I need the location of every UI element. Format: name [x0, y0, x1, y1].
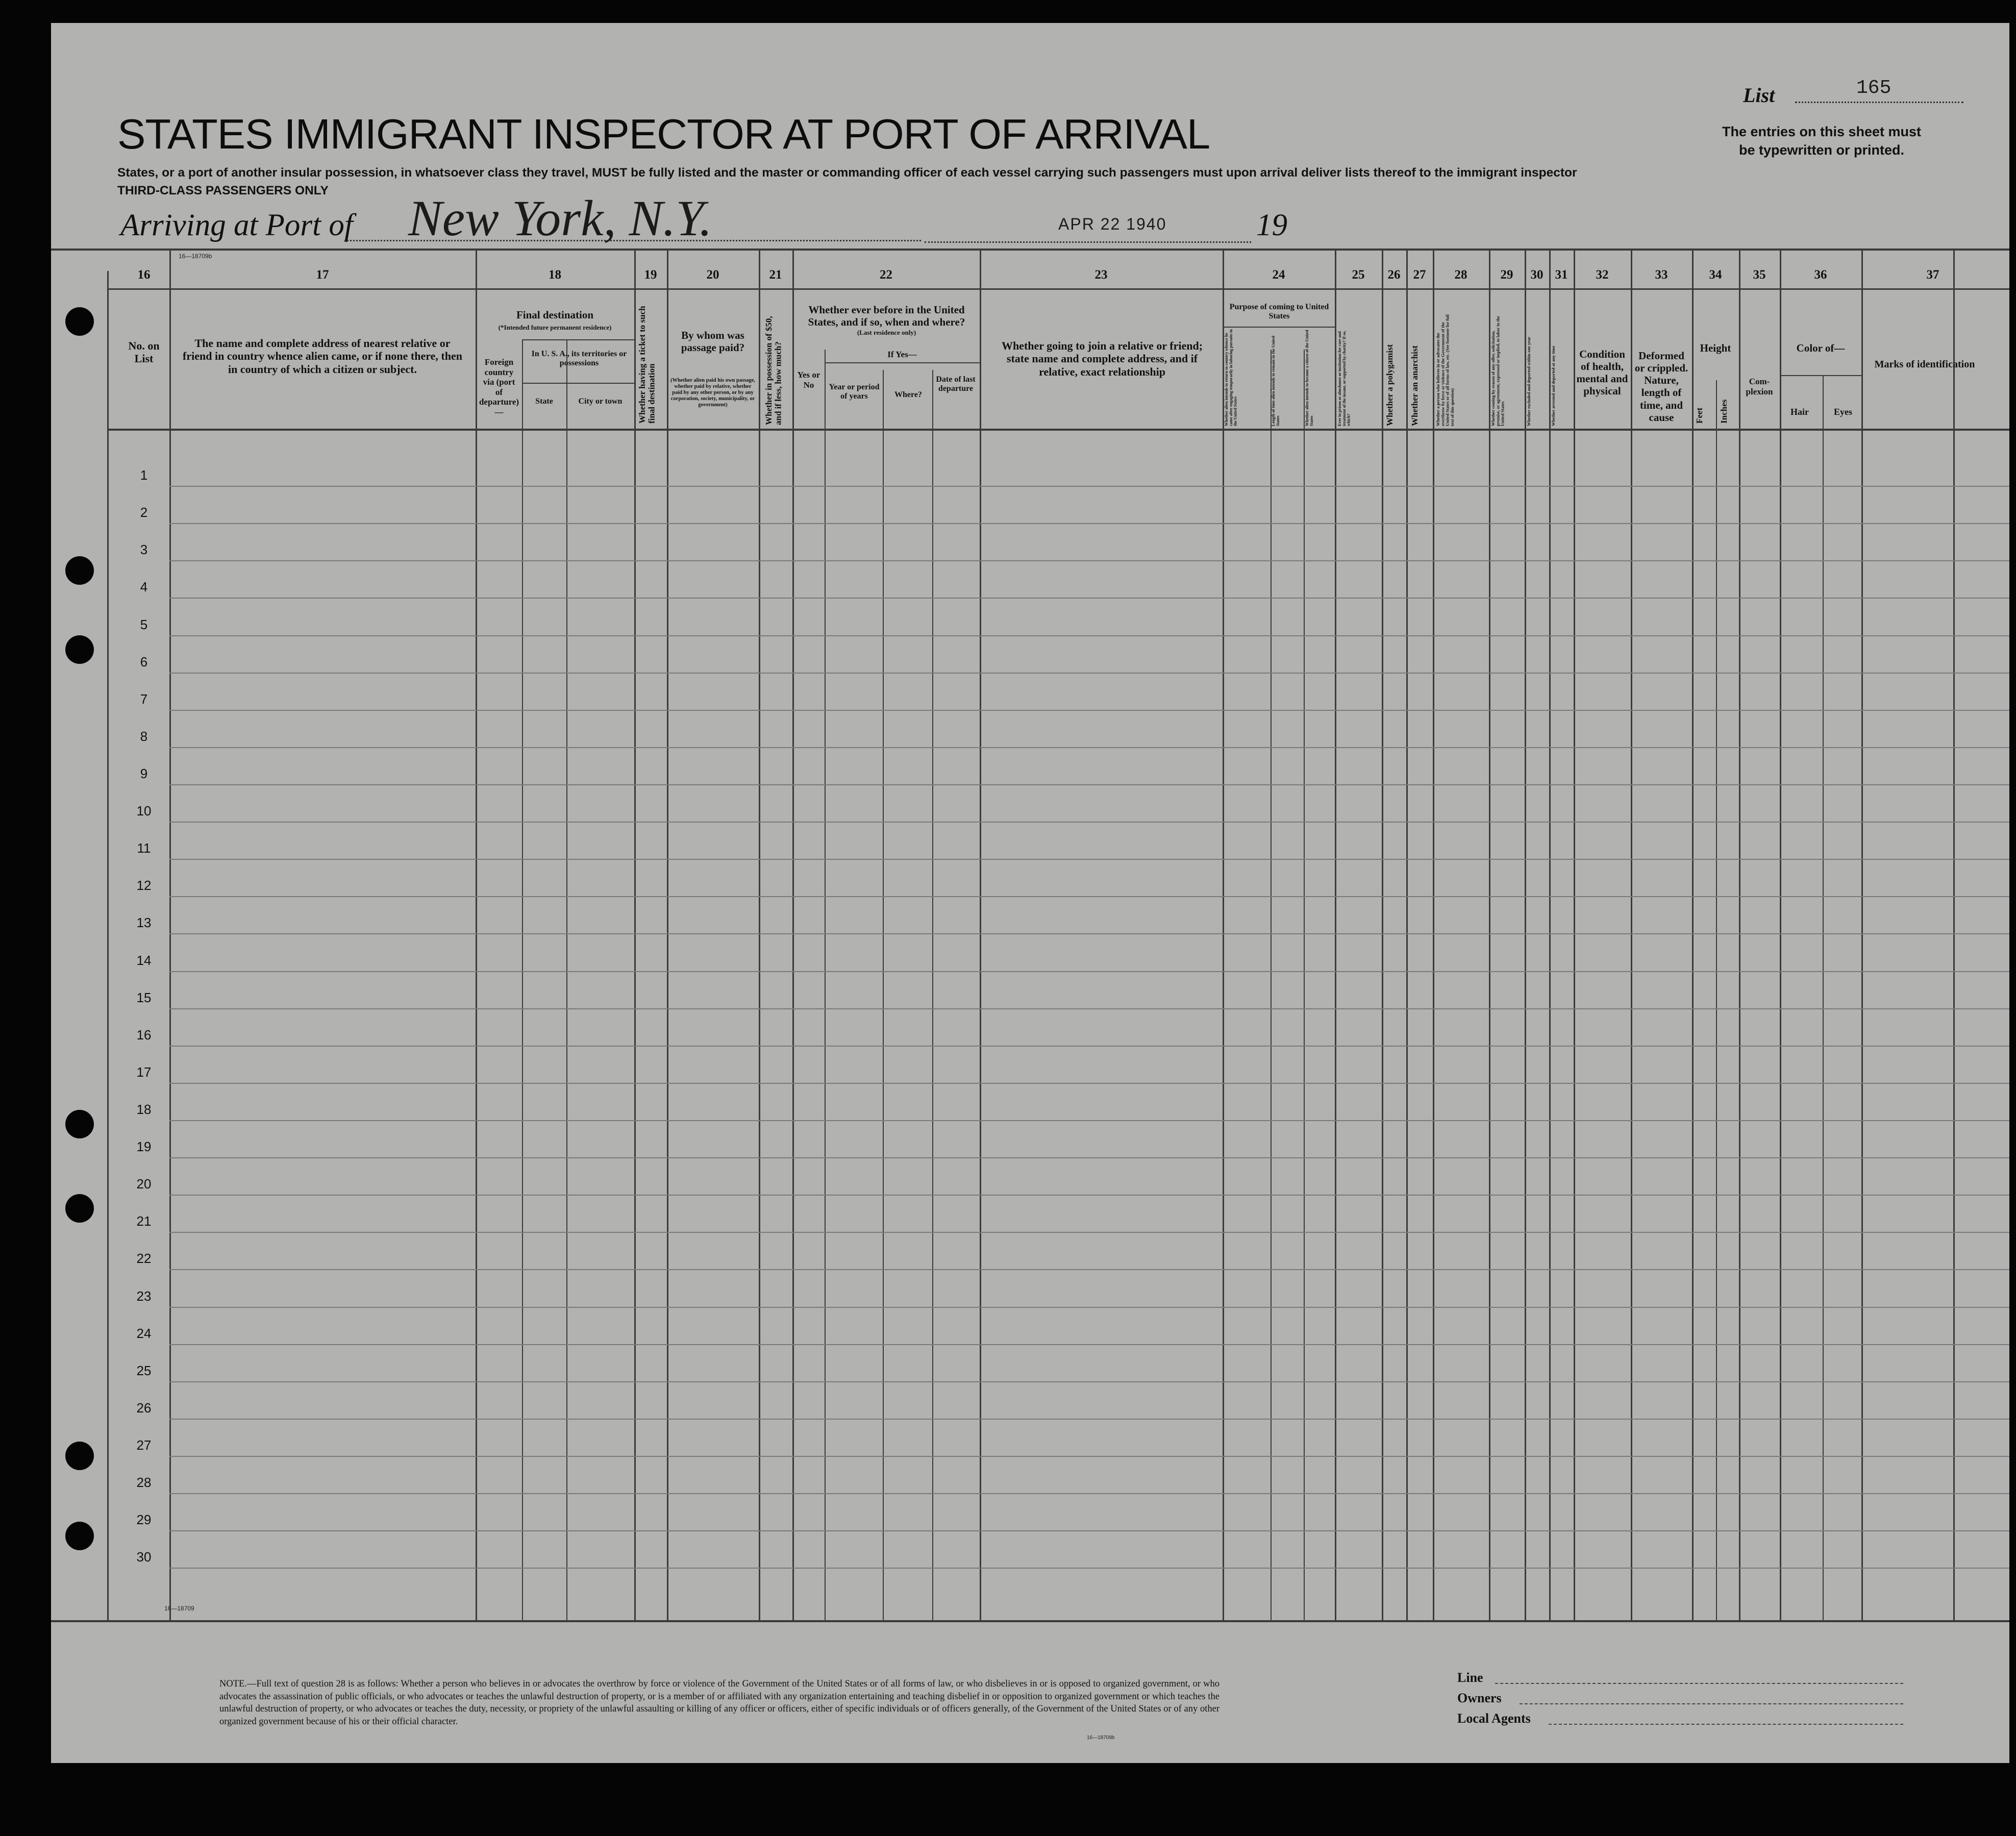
col-num-32: 32 — [1596, 268, 1609, 282]
col-num-19: 19 — [644, 268, 657, 282]
col-34-title: Height — [1700, 342, 1731, 354]
row-number: 20 — [136, 1176, 152, 1192]
subcolumn-rule — [825, 350, 826, 1621]
form-code-top: 16—18709b — [179, 253, 212, 260]
col-26-title: Whether a polygamist — [1385, 344, 1395, 426]
footnote-code: 16—18709b — [1087, 1735, 1115, 1741]
subcolumn-rule — [932, 370, 933, 1621]
col-num-31: 31 — [1555, 268, 1568, 282]
list-label: List — [1743, 84, 1775, 107]
owners-label: Owners — [1457, 1691, 1502, 1705]
entries-note-line2: be typewritten or printed. — [1738, 142, 1905, 158]
row-number: 23 — [136, 1288, 152, 1304]
col-22-ifyes: If Yes— — [887, 350, 917, 359]
row-number: 10 — [136, 803, 152, 818]
col-25-title: Ever in prison or almshouse or institution for care and treatment of the insane, or supported by charity? If so, which? — [1337, 331, 1351, 426]
col-30-title: Whether excluded and deported within one year — [1526, 336, 1531, 426]
col-num-26: 26 — [1387, 268, 1401, 282]
row-number: 26 — [136, 1400, 152, 1416]
row-rule — [169, 1419, 2009, 1420]
column-rule — [1861, 251, 1863, 1621]
column-rule — [1223, 251, 1224, 1621]
col-18-title: Final destination — [516, 309, 594, 321]
column-rule — [1525, 251, 1526, 1621]
col-num-29: 29 — [1500, 268, 1513, 282]
column-rule — [1574, 251, 1575, 1621]
row-number: 9 — [140, 766, 148, 781]
row-rule — [169, 1195, 2009, 1196]
col-17-title: The name and complete address of nearest relative or friend in country whence alien came, or if none there, then in country of which a citizen or subject. — [183, 337, 462, 376]
column-rule — [634, 251, 636, 1621]
row-rule — [169, 1269, 2009, 1270]
column-rule — [1382, 251, 1383, 1621]
row-number: 29 — [136, 1512, 152, 1527]
row-number: 7 — [140, 691, 148, 707]
col-18-city: City or town — [578, 397, 623, 406]
column-rule — [1953, 251, 1955, 1621]
arriving-label: Arriving at Port of — [120, 208, 353, 242]
row-number: 1 — [140, 467, 148, 483]
subcolumn-rule — [1716, 380, 1717, 1621]
form-code-bottom: 16—18709 — [164, 1605, 194, 1612]
row-rule — [169, 1046, 2009, 1047]
column-rule — [476, 251, 477, 1621]
column-rule — [1489, 251, 1490, 1621]
column-rule — [792, 251, 794, 1621]
row-rule — [169, 1120, 2009, 1121]
list-number: 165 — [1856, 77, 1891, 99]
agents-label: Local Agents — [1457, 1711, 1531, 1726]
row-number: 12 — [136, 878, 152, 893]
entries-note — [1674, 122, 1970, 160]
col-28-title: Whether a person who believes in or advocates the overthrow by force or violence of the Government of the United States or of all forms of law, etc. (See footnote for full text of this question) — [1435, 314, 1455, 426]
agents-field — [1549, 1724, 1903, 1725]
date-stamp: APR 22 1940 — [1058, 215, 1167, 233]
binder-hole — [65, 1522, 94, 1550]
entries-note-line1: The entries on this sheet must — [1722, 124, 1922, 139]
col-20-note: (Whether alien paid his own passage, whether paid by relative, whether paid by any other person, or by any corporation, society, municipality, or government) — [670, 378, 756, 408]
header-subrule — [1223, 327, 1335, 328]
row-rule — [169, 971, 2009, 972]
row-number: 19 — [136, 1139, 152, 1154]
row-number: 14 — [136, 953, 152, 968]
col-22-note: (Last residence only) — [857, 329, 916, 336]
col-18-note: (*Intended future permanent residence) — [498, 324, 612, 331]
col-18-usa: In U. S. A., its territories or possessions — [531, 350, 627, 368]
column-rule — [169, 251, 171, 1621]
binder-hole — [65, 1110, 94, 1138]
col-18-state: State — [535, 397, 553, 406]
header-subrule — [522, 383, 634, 384]
col-num-35: 35 — [1753, 268, 1766, 282]
col-24-sub-a: Whether alien intends to return to country whence he came after engaging temporarily in laboring pursuits in the United States — [1224, 329, 1238, 426]
col-num-18: 18 — [549, 268, 561, 282]
binder-hole — [65, 1442, 94, 1470]
port-field — [344, 190, 921, 246]
header-subrule — [825, 362, 980, 363]
subcolumn-rule — [883, 370, 884, 1621]
header-subrule — [1780, 375, 1861, 376]
column-rule — [667, 251, 668, 1621]
table-top-rule — [51, 249, 2009, 251]
row-rule — [169, 747, 2009, 748]
row-rule — [169, 486, 2009, 487]
row-number: 30 — [136, 1549, 152, 1565]
subcolumn-rule — [1823, 375, 1824, 1621]
col-num-27: 27 — [1413, 268, 1426, 282]
port-handwritten: New York, N.Y. — [408, 190, 712, 246]
binder-hole — [65, 556, 94, 585]
col-num-36: 36 — [1814, 268, 1827, 282]
row-number: 28 — [136, 1475, 152, 1490]
row-number: 8 — [140, 729, 148, 744]
row-number: 11 — [137, 840, 151, 856]
row-rule — [169, 1530, 2009, 1531]
col-24-sub-b: Length of time alien intends to remain in the United States — [1271, 336, 1280, 426]
header-subrule — [522, 339, 634, 340]
row-rule — [169, 523, 2009, 524]
row-rule — [169, 822, 2009, 823]
col-num-20: 20 — [706, 268, 719, 282]
column-rule — [980, 251, 981, 1621]
col-num-37: 37 — [1926, 268, 1939, 282]
col-num-30: 30 — [1530, 268, 1544, 282]
col-20-title: By whom was passage paid? — [681, 329, 745, 354]
col-36-title: Color of— — [1796, 342, 1845, 354]
line-field — [1495, 1683, 1903, 1684]
col-34-feet: Feet — [1695, 407, 1704, 424]
column-rule — [1549, 251, 1551, 1621]
subcolumn-rule — [566, 339, 567, 1621]
owners-field — [1520, 1703, 1903, 1704]
subcolumn-rule — [1271, 350, 1272, 1621]
col-num-33: 33 — [1655, 268, 1668, 282]
form-instructions: States, or a port of another insular possession, in whatsoever class they travel, MUST be fully listed and the master or commanding officer of each vessel carrying such passengers must upon arrival deliver lists thereof to the immigrant inspector — [117, 166, 1577, 180]
page-title: STATES IMMIGRANT INSPECTOR AT PORT OF ARRIVAL — [117, 110, 1210, 158]
row-number: 2 — [140, 505, 148, 520]
list-number-field — [1795, 77, 1963, 103]
col-27-title: Whether an anarchist — [1410, 345, 1420, 426]
col-num-21: 21 — [769, 268, 782, 282]
column-rule — [1406, 251, 1408, 1621]
column-rule — [107, 271, 109, 1621]
row-number: 27 — [136, 1437, 152, 1453]
col-33-title: Deformed or crippled. Nature, length of time, and cause — [1634, 350, 1688, 424]
row-rule — [169, 933, 2009, 934]
row-rule — [169, 1381, 2009, 1382]
subcolumn-rule — [1304, 350, 1305, 1621]
date-field — [925, 201, 1251, 243]
row-rule — [169, 1456, 2009, 1457]
col-24-sub-c: Whether alien intends to become a citizen of the United States — [1305, 330, 1314, 426]
passenger-class: THIRD-CLASS PASSENGERS ONLY — [117, 184, 329, 197]
colnum-rule — [107, 288, 2009, 290]
col-36-hair: Hair — [1790, 407, 1809, 417]
row-number: 15 — [136, 990, 152, 1005]
row-rule — [169, 1493, 2009, 1494]
row-rule — [169, 598, 2009, 599]
col-35-title: Com-plexion — [1746, 377, 1773, 396]
col-34-inches: Inches — [1719, 399, 1729, 424]
column-rule — [1780, 251, 1781, 1621]
row-rule — [169, 560, 2009, 561]
form-sheet — [51, 23, 2009, 1763]
row-rule — [169, 673, 2009, 674]
column-rule — [1335, 251, 1336, 1621]
row-rule — [169, 1568, 2009, 1569]
row-number: 22 — [136, 1251, 152, 1266]
row-number: 13 — [136, 915, 152, 930]
col-num-24: 24 — [1272, 268, 1285, 282]
col-16-title: No. on List — [128, 339, 160, 365]
row-number: 3 — [140, 542, 148, 557]
row-number: 16 — [136, 1027, 152, 1043]
row-number: 18 — [136, 1102, 152, 1117]
binder-hole — [65, 635, 94, 664]
row-number: 4 — [140, 579, 148, 594]
row-rule — [169, 896, 2009, 897]
col-21-title: Whether in possession of $50, and if less, how much? — [764, 316, 783, 425]
row-rule — [169, 1307, 2009, 1308]
row-number: 5 — [140, 617, 148, 632]
line-label: Line — [1457, 1670, 1483, 1685]
col-32-title: Condition of health, mental and physical — [1576, 348, 1628, 398]
column-rule — [1739, 251, 1740, 1621]
column-rule — [759, 251, 760, 1621]
footnote: NOTE.—Full text of question 28 is as follows: Whether a person who believes in or advocates the overthrow by force or violence of the Government of the United States or of all forms of law, or who disbelieves in or is opposed to organized government, or who advocates the assassination of public officials, or who advocates or teaches the unlawful destruction of property, or is a member of or affiliated with any organization entertaining and teaching disbelief in or opposition to organized government or which teaches the unlawful destruction of property, or who advocates or teaches the duty, necessity, or propriety of the unlawful assaulting or killing of any officer or officers, either of specific individuals or of officers generally, of the Government of the United States or of any other organized government because of his or their official character. — [219, 1679, 1219, 1727]
col-num-16: 16 — [137, 268, 151, 282]
col-22-title: Whether ever before in the United States, and if so, when and where? — [808, 304, 965, 329]
row-number: 21 — [136, 1213, 152, 1229]
column-rule — [1692, 251, 1694, 1621]
row-rule — [169, 1083, 2009, 1084]
binder-hole — [65, 307, 94, 336]
col-19-title: Whether having a ticket to such final destination — [637, 306, 657, 424]
row-rule — [169, 859, 2009, 860]
col-36-eyes: Eyes — [1834, 407, 1852, 417]
binder-hole — [65, 1194, 94, 1223]
col-31-title: Whether arrested and deported at any time — [1551, 345, 1556, 426]
col-23-title: Whether going to join a relative or friend; state name and complete address, and if relative, exact relationship — [1001, 339, 1203, 378]
row-number: 24 — [136, 1326, 152, 1341]
col-num-17: 17 — [316, 268, 329, 282]
col-18-foreign: Foreign country via (port of departure)— — [479, 357, 519, 417]
year-prefix: 19 — [1256, 208, 1287, 242]
row-number: 25 — [136, 1363, 152, 1378]
column-rule — [1631, 251, 1632, 1621]
row-rule — [169, 710, 2009, 711]
col-29-title: Whether coming by reason of any offer, solicitation, promise, or agreement, expressed or implied, to labor in the United States — [1490, 316, 1505, 426]
col-22-yesno: Yes or No — [797, 370, 820, 390]
col-num-23: 23 — [1094, 268, 1108, 282]
row-rule — [169, 1157, 2009, 1158]
col-22-year: Year or period of years — [829, 383, 880, 401]
col-22-where: Where? — [894, 390, 922, 399]
row-rule — [169, 784, 2009, 785]
subcolumn-rule — [522, 339, 523, 1621]
col-num-28: 28 — [1454, 268, 1467, 282]
col-24-title: Purpose of coming to United States — [1229, 303, 1329, 321]
col-37-title: Marks of identification — [1874, 359, 1975, 370]
col-num-22: 22 — [880, 268, 892, 282]
row-rule — [169, 635, 2009, 636]
row-rule — [169, 1344, 2009, 1345]
col-num-34: 34 — [1709, 268, 1722, 282]
row-rule — [169, 1232, 2009, 1233]
row-rule — [169, 1008, 2009, 1009]
row-number: 17 — [136, 1064, 152, 1080]
column-rule — [1433, 251, 1434, 1621]
row-number: 6 — [140, 654, 148, 669]
col-22-date: Date of last departure — [936, 375, 976, 393]
header-bottom-rule — [107, 429, 2009, 431]
col-num-25: 25 — [1352, 268, 1365, 282]
